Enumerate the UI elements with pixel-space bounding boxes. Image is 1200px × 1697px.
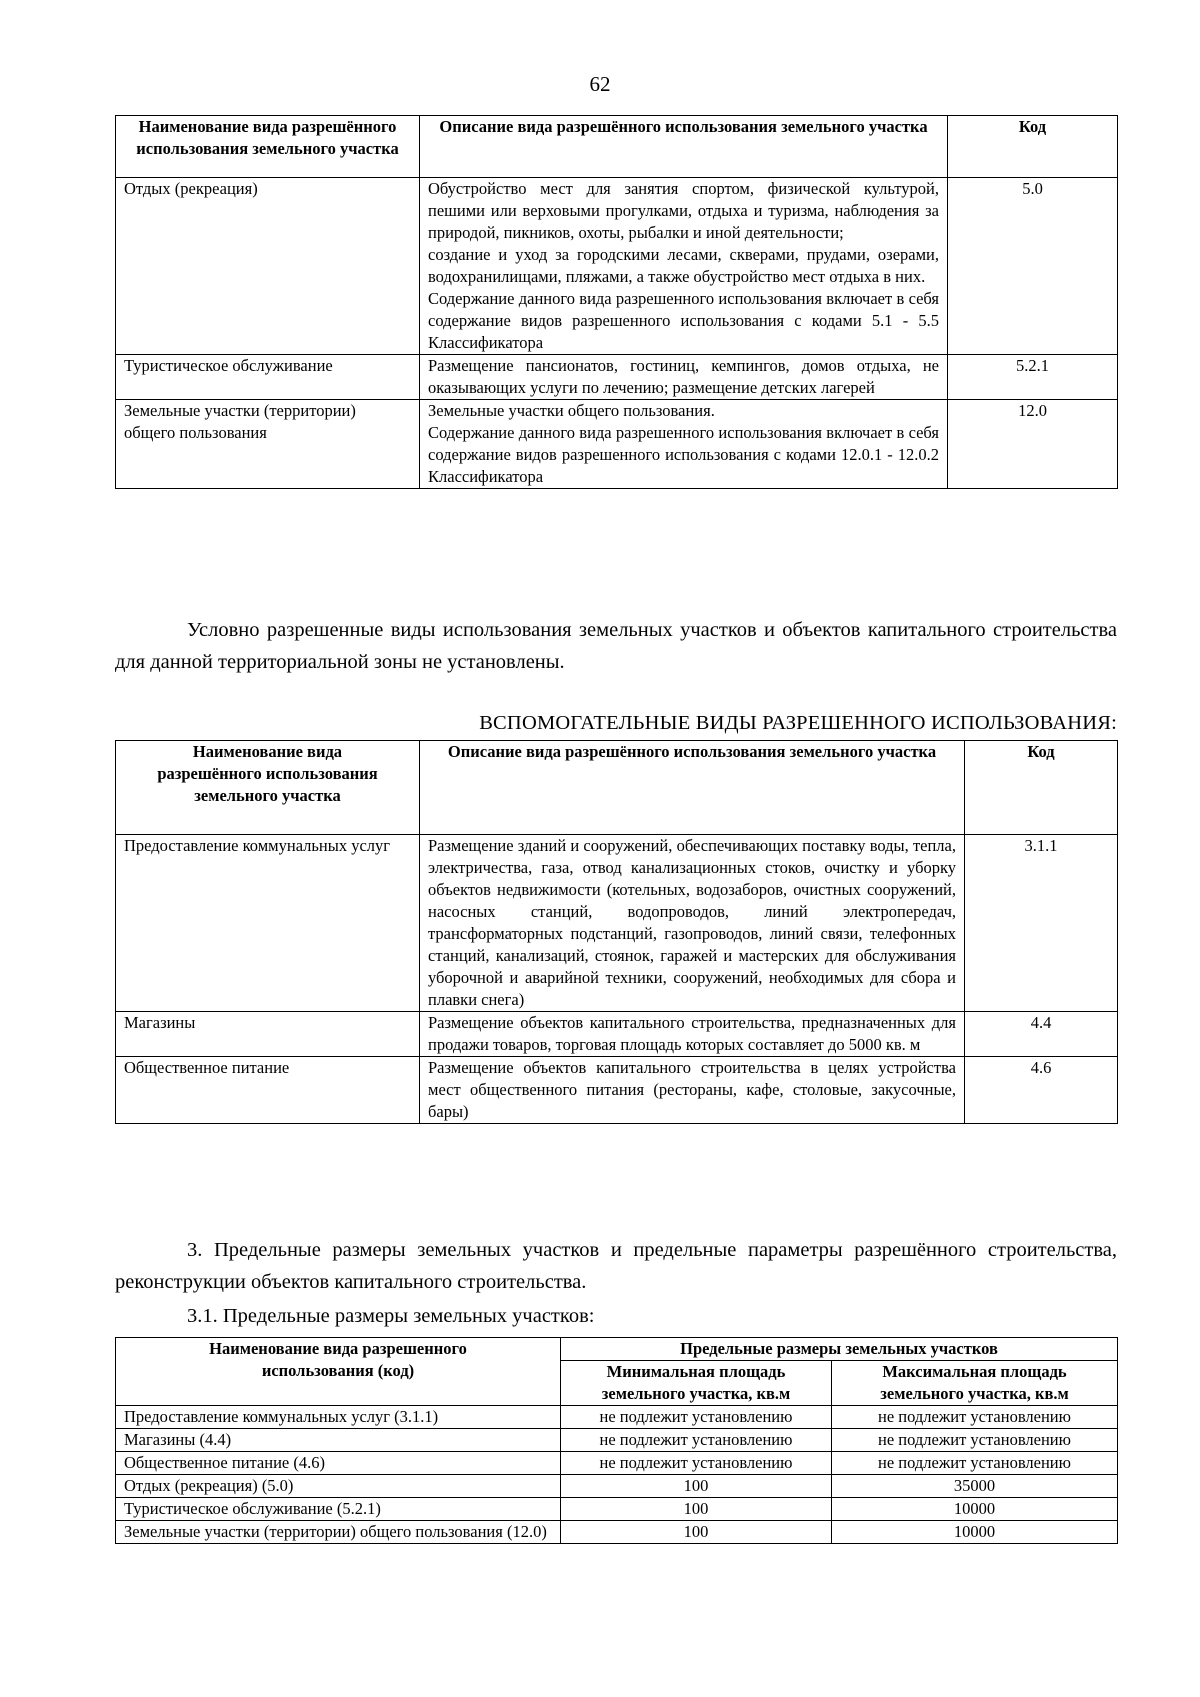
use-code: 4.4 xyxy=(965,1012,1118,1057)
column-header-group: Предельные размеры земельных участков xyxy=(561,1338,1118,1361)
table-row xyxy=(116,355,1118,400)
use-name: Земельные участки (территории) общего пользования (12.0) xyxy=(116,1521,561,1544)
column-header-name: Наименование вида разрешенного использования (код) xyxy=(116,1338,561,1406)
column-header-code: Код xyxy=(965,741,1118,835)
max-area: 35000 xyxy=(832,1475,1118,1498)
use-name: Туристическое обслуживание (5.2.1) xyxy=(116,1498,561,1521)
use-name: Предоставление коммунальных услуг (3.1.1) xyxy=(116,1406,561,1429)
use-name: Туристическое обслуживание xyxy=(116,355,420,400)
section-3-1-paragraph: 3.1. Предельные размеры земельных участков: xyxy=(187,1305,595,1327)
table-row xyxy=(116,835,1118,1012)
min-area: 100 xyxy=(561,1498,832,1521)
description-paragraph: Содержание данного вида разрешенного использования включает в себя содержание видов разрешенного использования с кодами 12.0.1 - 12.0.2 Классификатора xyxy=(428,423,939,486)
table-row xyxy=(116,1475,1118,1498)
table-row xyxy=(116,400,1118,489)
conditional-uses-paragraph: Условно разрешенные виды использования земельных участков и объектов капитального строительства для данной территориальной зоны не установлены. xyxy=(115,619,1117,673)
max-area: не подлежит установлению xyxy=(832,1406,1118,1429)
description-paragraph: создание и уход за городскими лесами, скверами, прудами, озерами, водохранилищами, пляжами, а также обустройство мест отдыха в них. xyxy=(428,245,939,286)
use-code: 5.2.1 xyxy=(948,355,1118,400)
max-area: 10000 xyxy=(832,1498,1118,1521)
min-area: не подлежит установлению xyxy=(561,1406,832,1429)
column-header-code: Код xyxy=(948,116,1118,178)
use-description: Размещение объектов капитального строительства, предназначенных для продажи товаров, торговая площадь которых составляет до 5000 кв. м xyxy=(420,1012,965,1057)
use-name: Отдых (рекреация) (5.0) xyxy=(116,1475,561,1498)
max-area: не подлежит установлению xyxy=(832,1429,1118,1452)
use-name: Земельные участки (территории) общего пользования xyxy=(116,400,420,489)
size-limits-table xyxy=(115,1337,1118,1544)
column-header-name: Наименование вида разрешённого использования земельного участка xyxy=(116,741,420,835)
description-paragraph: Обустройство мест для занятия спортом, физической культурой, пешими или верховыми прогулками, отдыха и туризма, наблюдения за природой, пикников, охоты, рыбалки и иной деятельности; xyxy=(428,179,939,242)
use-code: 3.1.1 xyxy=(965,835,1118,1012)
table-row xyxy=(116,1012,1118,1057)
table-header-row xyxy=(116,1338,1118,1361)
table-row xyxy=(116,1406,1118,1429)
auxiliary-uses-table xyxy=(115,740,1118,1124)
use-code: 4.6 xyxy=(965,1057,1118,1124)
use-description: Размещение объектов капитального строительства в целях устройства мест общественного питания (рестораны, кафе, столовые, закусочные, бары) xyxy=(420,1057,965,1124)
use-name: Магазины xyxy=(116,1012,420,1057)
table-header-row xyxy=(116,741,1118,835)
column-header-min: Минимальная площадь земельного участка, кв.м xyxy=(561,1361,832,1406)
use-description xyxy=(420,355,948,400)
min-area: не подлежит установлению xyxy=(561,1452,832,1475)
table-row xyxy=(116,1498,1118,1521)
description-paragraph: Содержание данного вида разрешенного использования включает в себя содержание видов разрешенного использования с кодами 5.1 - 5.5 Классификатора xyxy=(428,289,939,352)
main-uses-table xyxy=(115,115,1118,489)
use-code: 12.0 xyxy=(948,400,1118,489)
use-code: 5.0 xyxy=(948,178,1118,355)
description-paragraph: Земельные участки общего пользования. xyxy=(428,401,715,420)
use-description xyxy=(420,178,948,355)
page-number: 62 xyxy=(589,72,611,96)
column-header-max: Максимальная площадь земельного участка, кв.м xyxy=(832,1361,1118,1406)
use-description xyxy=(420,400,948,489)
table-row xyxy=(116,1521,1118,1544)
use-name: Магазины (4.4) xyxy=(116,1429,561,1452)
table-row xyxy=(116,1057,1118,1124)
use-name: Предоставление коммунальных услуг xyxy=(116,835,420,1012)
table-row xyxy=(116,1452,1118,1475)
section-3-paragraph: 3. Предельные размеры земельных участков и предельные параметры разрешённого строительства, реконструкции объектов капитального строительства. xyxy=(115,1239,1117,1293)
min-area: 100 xyxy=(561,1475,832,1498)
column-header-description: Описание вида разрешённого использования земельного участка xyxy=(420,741,965,835)
use-name: Общественное питание (4.6) xyxy=(116,1452,561,1475)
table-row xyxy=(116,178,1118,355)
column-header-name: Наименование вида разрешённого использования земельного участка xyxy=(116,116,420,178)
max-area: 10000 xyxy=(832,1521,1118,1544)
use-name: Общественное питание xyxy=(116,1057,420,1124)
use-description: Размещение зданий и сооружений, обеспечивающих поставку воды, тепла, электричества, газа, отвод канализационных стоков, очистку и уборку объектов недвижимости (котельных, водозаборов, очистных сооружений, насосных станций, водопроводов, линий электропередач, трансформаторных подстанций, газопроводов, линий связи, телефонных станций, канализаций, стоянок, гаражей и мастерских для обслуживания уборочной и аварийной техники, сооружений, необходимых для сбора и плавки снега) xyxy=(420,835,965,1012)
max-area: не подлежит установлению xyxy=(832,1452,1118,1475)
column-header-description: Описание вида разрешённого использования земельного участка xyxy=(420,116,948,178)
min-area: не подлежит установлению xyxy=(561,1429,832,1452)
table-row xyxy=(116,1429,1118,1452)
min-area: 100 xyxy=(561,1521,832,1544)
auxiliary-uses-heading: ВСПОМОГАТЕЛЬНЫЕ ВИДЫ РАЗРЕШЕННОГО ИСПОЛЬЗОВАНИЯ: xyxy=(479,712,1117,734)
description-paragraph: Размещение пансионатов, гостиниц, кемпингов, домов отдыха, не оказывающих услуги по лечению; размещение детских лагерей xyxy=(428,356,939,397)
table-header-row xyxy=(116,116,1118,178)
use-name: Отдых (рекреация) xyxy=(116,178,420,355)
